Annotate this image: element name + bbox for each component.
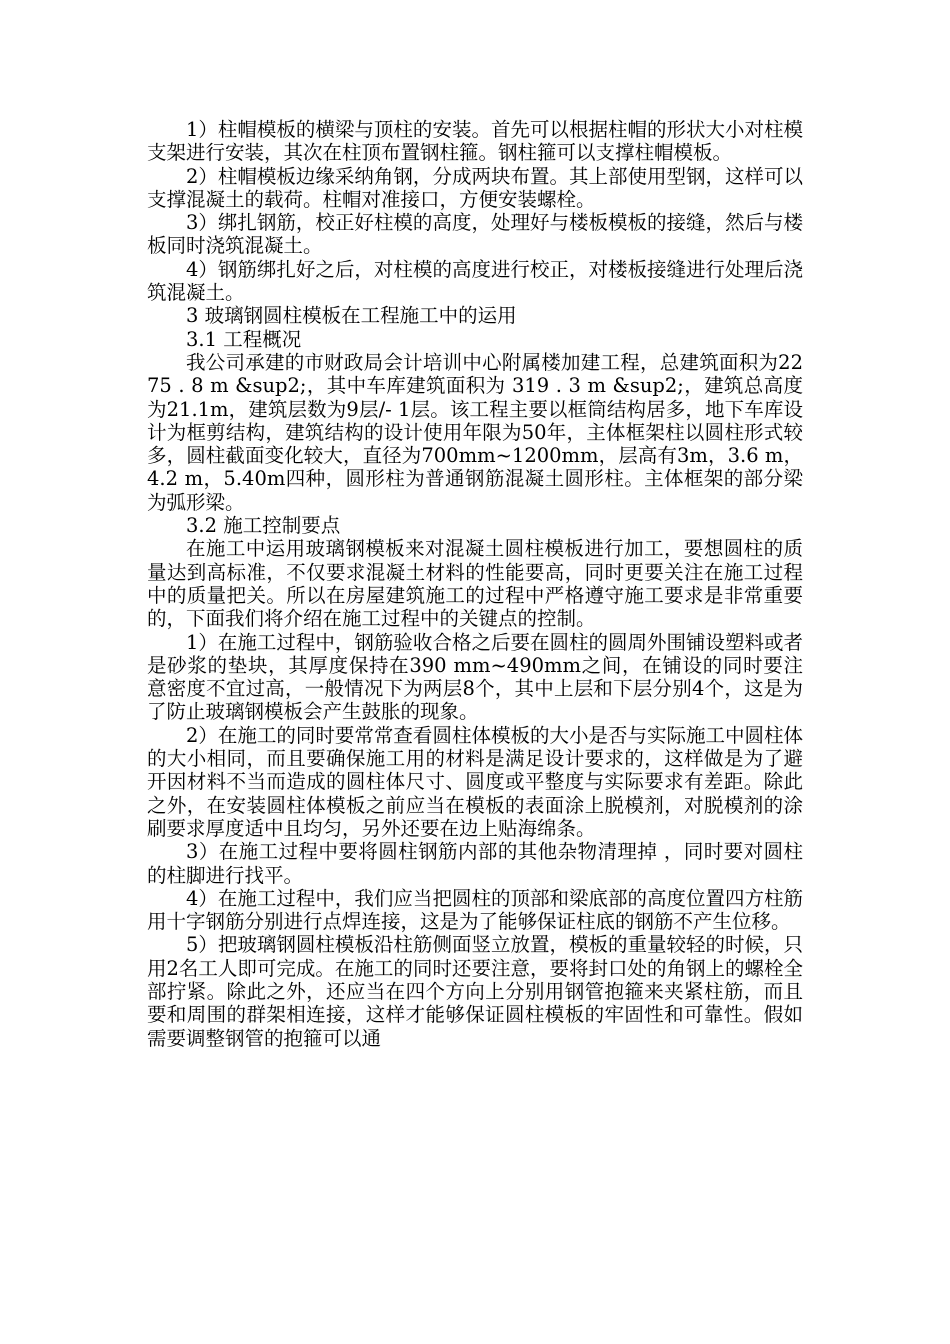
paragraph-step-1: 1）柱帽模板的横梁与顶柱的安装。首先可以根据柱帽的形状大小对柱模支架进行安装，其次在柱顶布置钢柱箍。钢柱箍可以支撑柱帽模板。 [147, 118, 803, 165]
paragraph-control-5: 5）把玻璃钢圆柱模板沿柱筋侧面竖立放置，模板的重量较轻的时候，只用2名工人即可完成。在施工的同时还要注意，要将封口处的角钢上的螺栓全部拧紧。除此之外，还应当在四个方向上分别用钢管抱箍来夹紧柱筋，而且要和周围的群架相连接，这样才能够保证圆柱模板的牢固性和可靠性。假如需要调整钢管的抱箍可以通 [147, 933, 803, 1050]
paragraph-step-4: 4）钢筋绑扎好之后，对柱模的高度进行校正，对楼板接缝进行处理后浇筑混凝土。 [147, 257, 803, 305]
paragraph-control-intro: 在施工中运用玻璃钢模板来对混凝土圆柱模板进行加工，要想圆柱的质量达到高标准，不仅要求混凝土材料的性能要高，同时更要关注在施工过程中的质量把关。所以在房屋建筑施工的过程中严格遵守施工要求是非常重要的，下面我们将介绍在施工过程中的关键点的控制。 [147, 537, 803, 631]
paragraph-step-2: 2）柱帽模板边缘采纳角钢，分成两块布置。其上部使用型钢，这样可以支撑混凝土的载荷。柱帽对准接口，方便安装螺栓。 [147, 164, 803, 211]
paragraph-project-overview: 我公司承建的市财政局会计培训中心附属楼加建工程，总建筑面积为2275 . 8 m &sup2;，其中车库建筑面积为 319 . 3 m &sup2;，建筑总高度为21.1m，建筑层数为9层/- 1层。该工程主要以框筒结构居多，地下车库设计为框剪结构，建筑结构的设计使用年限为50年，主体框架柱以圆柱形式较多，圆柱截面变化较大，直径为700mm~1200mm，层高有3m，3.6 m，4.2 m，5.40m四种，圆形柱为普通钢筋混凝土圆形柱。主体框架的部分梁为弧形梁。 [147, 350, 803, 514]
section-heading-3-2: 3.2 施工控制要点 [186, 514, 341, 538]
document-body [147, 118, 803, 1050]
paragraph-control-4: 4）在施工过程中，我们应当把圆柱的顶部和梁底部的高度位置四方柱筋用十字钢筋分别进行点焊连接，这是为了能够保证柱底的钢筋不产生位移。 [147, 886, 803, 934]
section-heading-3-1: 3.1 工程概况 [186, 327, 302, 351]
section-heading-3: 3 玻璃钢圆柱模板在工程施工中的运用 [186, 304, 517, 328]
paragraph-control-1: 1）在施工过程中，钢筋验收合格之后要在圆柱的圆周外围铺设塑料或者是砂浆的垫块，其厚度保持在390 mm~490mm之间，在铺设的同时要注意密度不宜过高，一般情况下为两层8个，其中上层和下层分别4个，这是为了防止玻璃钢模板会产生鼓胀的现象。 [147, 630, 803, 724]
paragraph-control-2: 2）在施工的同时要常常查看圆柱体模板的大小是否与实际施工中圆柱体的大小相同，而且要确保施工用的材料是满足设计要求的，这样做是为了避开因材料不当而造成的圆柱体尺寸、圆度或平整度与实际要求有差距。除此之外，在安装圆柱体模板之前应当在模板的表面涂上脱模剂，对脱模剂的涂刷要求厚度适中且均匀，另外还要在边上贴海绵条。 [147, 723, 803, 840]
paragraph-step-3: 3）绑扎钢筋，校正好柱模的高度，处理好与楼板模板的接缝，然后与楼板同时浇筑混凝土。 [147, 211, 803, 258]
paragraph-control-3: 3）在施工过程中要将圆柱钢筋内部的其他杂物清理掉 ，同时要对圆柱的柱脚进行找平。 [147, 840, 803, 887]
